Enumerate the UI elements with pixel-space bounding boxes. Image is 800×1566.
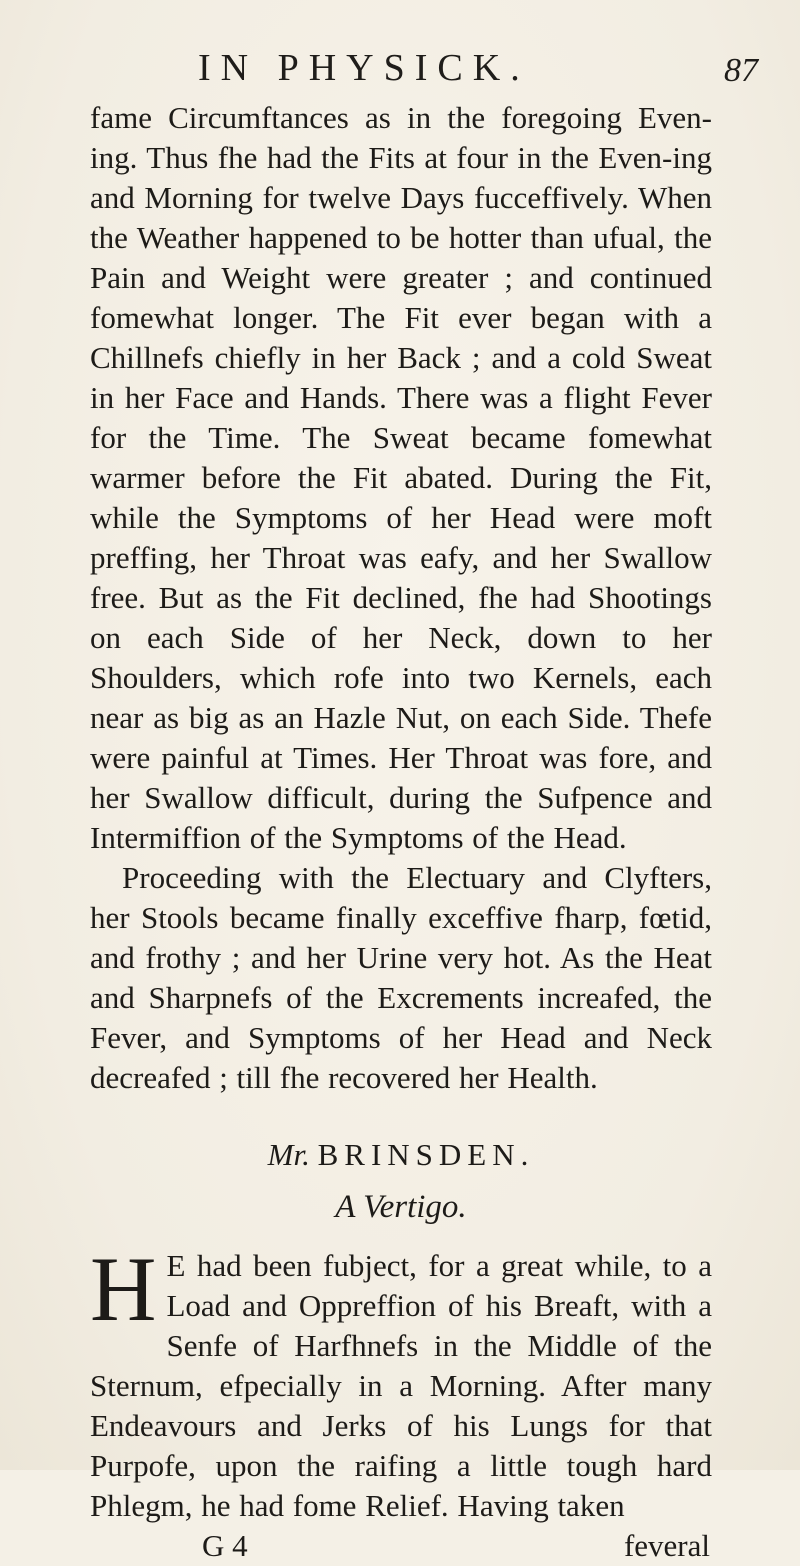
case-paragraph [90,1238,712,1526]
case-subtitle: A Vertigo. [335,1189,467,1225]
running-head [0,46,800,98]
case-name: BRINSDEN. [317,1137,535,1172]
case-prefix: Mr. [267,1137,310,1172]
text-block [90,98,712,1566]
footer-line [90,1526,712,1566]
drop-cap: H [90,1238,157,1340]
case-heading [90,1134,712,1176]
catchword: feveral [623,1528,710,1563]
paragraph-continued: fame Circumftances as in the foregoing Even-ing. Thus fhe had the Fits at four in the Even-ing and Morning for twelve Days fucceffively. When the Weather happened to be hotter than ufual, the Pain and Weight were greater ; and continued fomewhat longer. The Fit ever began with a Chillnefs chiefly in her Back ; and a cold Sweat in her Face and Hands. There was a flight Fever for the Time. The Sweat became fomewhat warmer before the Fit abated. During the Fit, while the Symptoms of her Head were moft preffing, her Throat was eafy, and her Swallow free. But as the Fit declined, fhe had Shootings on each Side of her Neck, down to her Shoulders, which rofe into two Kernels, each near as big as an Hazle Nut, on each Side. Thefe were painful at Times. Her Throat was fore, and her Swallow difficult, during the Sufpence and Intermiffion of the Symptoms of the Head. [90,100,712,855]
running-title: IN PHYSICK. [198,47,530,89]
signature-mark: G 4 [202,1528,248,1563]
paragraph-proceeding: Proceeding with the Electuary and Clyfters, her Stools became finally exceffive fharp, fœtid, and frothy ; and her Urine very hot. As the Heat and Sharpnefs of the Excrements increafed, the Fever, and Symptoms of her Head and Neck decreafed ; till fhe recovered her Health. [90,860,712,1095]
page-number: 87 [724,52,758,89]
case-body: E had been fubject, for a great while, to a Load and Oppreffion of his Breaft, with a Senfe of Harfhnefs in the Middle of the Sternum, efpecially in a Morning. After many Endeavours and Jerks of his Lungs for that Purpofe, upon the raifing a little tough hard Phlegm, he had fome Relief. Having taken [90,1248,712,1523]
